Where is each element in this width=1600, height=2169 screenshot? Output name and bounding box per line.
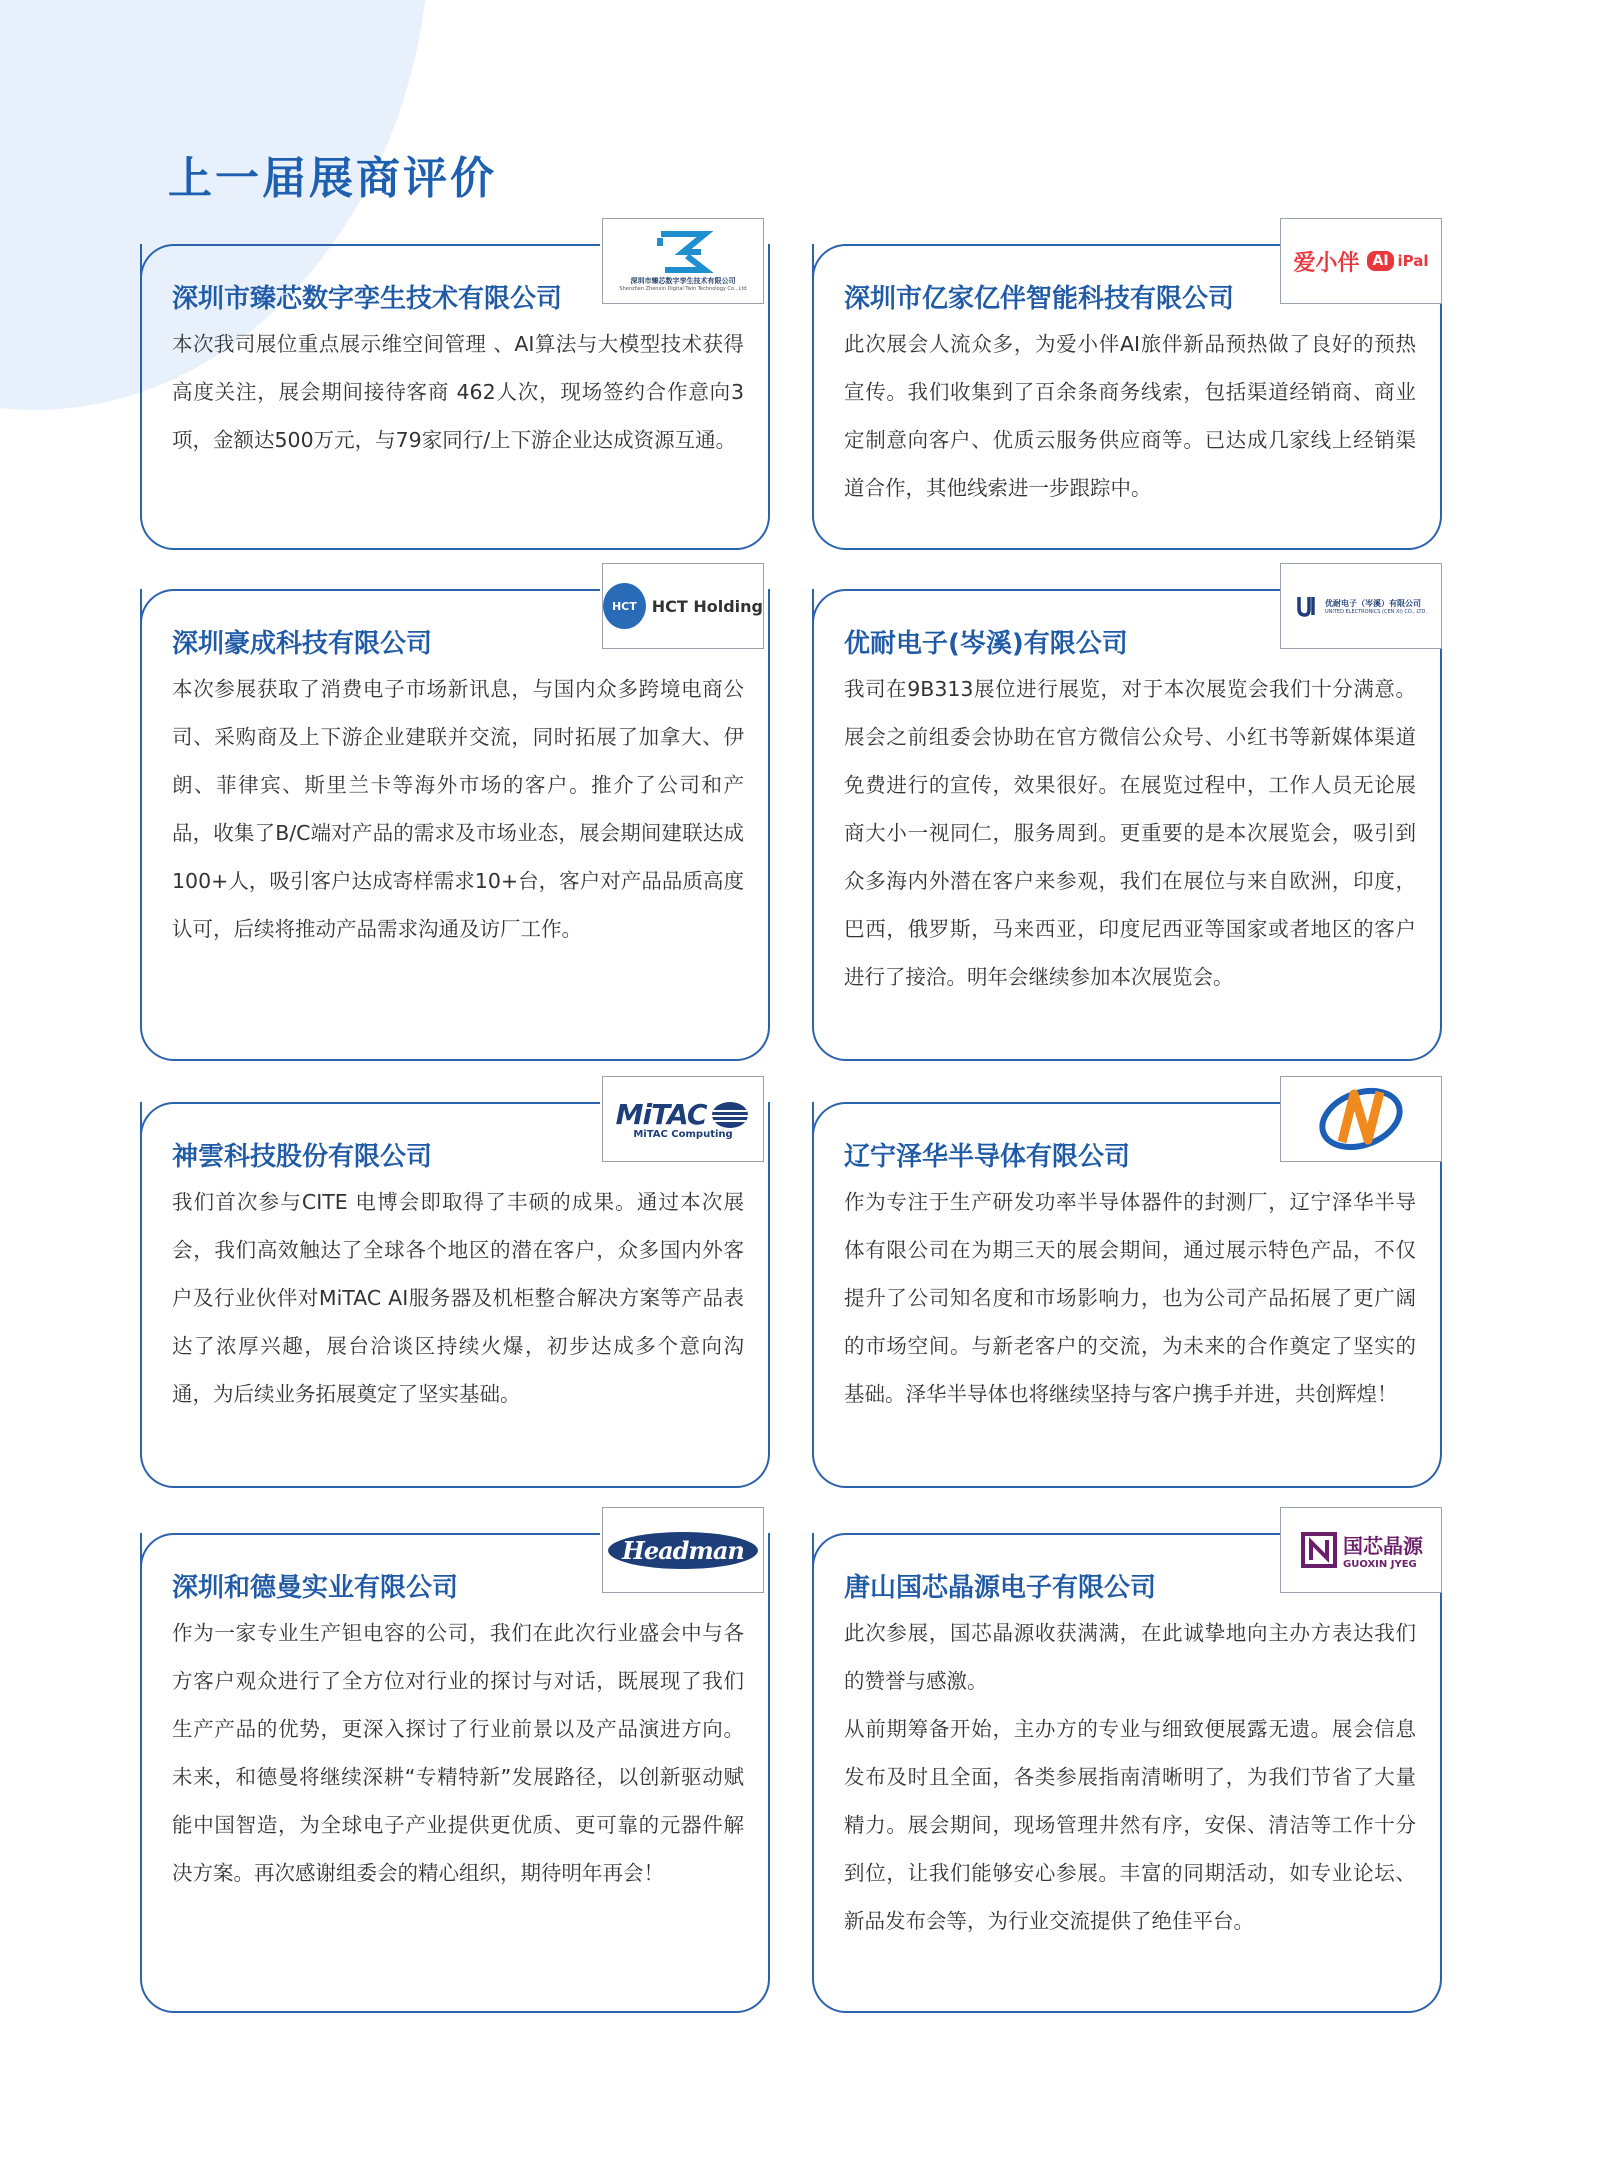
logo-subname: GUOXIN JYEG [1343,1559,1417,1570]
company-logo [1280,218,1442,304]
logo-tail: iPal [1397,252,1429,270]
testimonial-card [140,1098,770,1488]
logo-name: MiTAC [615,1098,707,1131]
ai-badge: AI [1367,251,1393,271]
company-name: 神雲科技股份有限公司 [172,1142,433,1172]
logo-name: HCT Holding [651,596,763,616]
company-name: 深圳市亿家亿伴智能科技有限公司 [844,284,1235,314]
logo-name: 国芯晶源 [1343,1534,1423,1558]
testimonial-card [812,1102,1442,1488]
logo-subname: UNITED ELECTRONICS (CEN XI) CO., LTD. [1324,608,1427,615]
testimonial-card [140,1533,770,2013]
company-logo [602,1507,764,1593]
testimonial-text: 此次展会人流众多，为爱小伴AI旅伴新品预热做了良好的预热宣传。我们收集到了百余条商务线索，包括渠道经销商、商业定制意向客户、优质云服务供应商等。已达成几家线上经销渠道合作，其他线索进一步跟踪中。 [844,332,1416,500]
logo-subname: MiTAC Computing [633,1129,733,1140]
testimonial-text: 本次我司展位重点展示维空间管理 、AI算法与大模型技术获得高度关注，展会期间接待客商 462人次，现场签约合作意向3项，金额达500万元，与79家同行/上下游企业达成资源互通。 [172,332,744,452]
guoxin-logo-icon [1299,1530,1339,1570]
testimonial-text: 此次参展，国芯晶源收获满满，在此诚挚地向主办方表达我们的赞誉与感激。 从前期筹备开始，主办方的专业与细致便展露无遗。展会信息发布及时且全面，各类参展指南清晰明了，为我们节省了大量精力。展会期间，现场管理井然有序，安保、清洁等工作十分到位，让我们能够安心参展。丰富的同期活动，如专业论坛、新品发布会等，为行业交流提供了绝佳平台。 [844,1621,1416,1933]
company-logo [602,218,764,304]
logo-name: 优耐电子（岑溪）有限公司 [1324,598,1421,608]
testimonial-text: 我们首次参与CITE 电博会即取得了丰硕的成果。通过本次展会，我们高效触达了全球各个地区的潜在客户，众多国内外客户及行业伙伴对MiTAC AI服务器及机柜整合解决方案等产品表达了浓厚兴趣，展台洽谈区持续火爆，初步达成多个意向沟通，为后续业务拓展奠定了坚实基础。 [172,1190,744,1406]
company-name: 深圳豪成科技有限公司 [172,629,433,659]
united-electronics-logo-icon [1295,593,1321,619]
company-logo [602,563,764,649]
company-logo [1280,1507,1442,1593]
company-name: 深圳市臻芯数字孪生技术有限公司 [172,284,563,314]
testimonial-text: 作为一家专业生产钽电容的公司，我们在此次行业盛会中与各方客户观众进行了全方位对行业的探讨与对话，既展现了我们生产产品的优势，更深入探讨了行业前景以及产品演进方向。未来，和德曼将继续深耕“专精特新”发展路径，以创新驱动赋能中国智造，为全球电子产业提供更优质、更可靠的元器件解决方案。再次感谢组委会的精心组织，期待明年再会！ [172,1621,744,1885]
logo-subname: Shenzhen Zhenxin Digital Twin Technology Co., Ltd [619,286,747,292]
zehua-logo-icon [1316,1082,1406,1156]
testimonial-card [812,244,1442,550]
logo-name: 爱小伴 [1293,250,1360,276]
company-name: 深圳和德曼实业有限公司 [172,1573,459,1603]
company-logo [1280,563,1442,649]
hct-badge-icon: HCT [603,583,646,629]
company-logo [602,1076,764,1162]
testimonial-card [812,1533,1442,2013]
mitac-globe-icon [710,1100,750,1130]
testimonial-card [812,589,1442,1061]
company-logo [1280,1076,1442,1162]
testimonial-text: 作为专注于生产研发功率半导体器件的封测厂，辽宁泽华半导体有限公司在为期三天的展会期间，通过展示特色产品，不仅提升了公司知名度和市场影响力，也为公司产品拓展了更广阔的市场空间。与新老客户的交流，为未来的合作奠定了坚实的基础。泽华半导体也将继续坚持与客户携手并进，共创辉煌！ [844,1190,1416,1406]
company-name: 唐山国芯晶源电子有限公司 [844,1573,1157,1603]
page-title: 上一届展商评价 [168,153,497,204]
logo-name: Headman [608,1532,758,1569]
testimonial-card [140,589,770,1061]
company-name: 优耐电子(岑溪)有限公司 [844,629,1128,659]
testimonial-text: 我司在9B313展位进行展览，对于本次展览会我们十分满意。展会之前组委会协助在官方微信公众号、小红书等新媒体渠道免费进行的宣传，效果很好。在展览过程中，工作人员无论展商大小一视同仁，服务周到。更重要的是本次展览会，吸引到众多海内外潜在客户来参观，我们在展位与来自欧洲，印度，巴西，俄罗斯，马来西亚，印度尼西亚等国家或者地区的客户进行了接洽。明年会继续参加本次展览会。 [844,677,1416,989]
company-name: 辽宁泽华半导体有限公司 [844,1142,1131,1172]
zhenxin-logo-icon [653,230,713,274]
testimonial-card [140,244,770,550]
logo-name: 深圳市臻芯数字孪生技术有限公司 [630,277,736,285]
testimonial-text: 本次参展获取了消费电子市场新讯息，与国内众多跨境电商公司、采购商及上下游企业建联并交流，同时拓展了加拿大、伊朗、菲律宾、斯里兰卡等海外市场的客户。推介了公司和产品，收集了B/C端对产品的需求及市场业态，展会期间建联达成100+人，吸引客户达成寄样需求10+台，客户对产品品质高度认可，后续将推动产品需求沟通及访厂工作。 [172,677,744,941]
